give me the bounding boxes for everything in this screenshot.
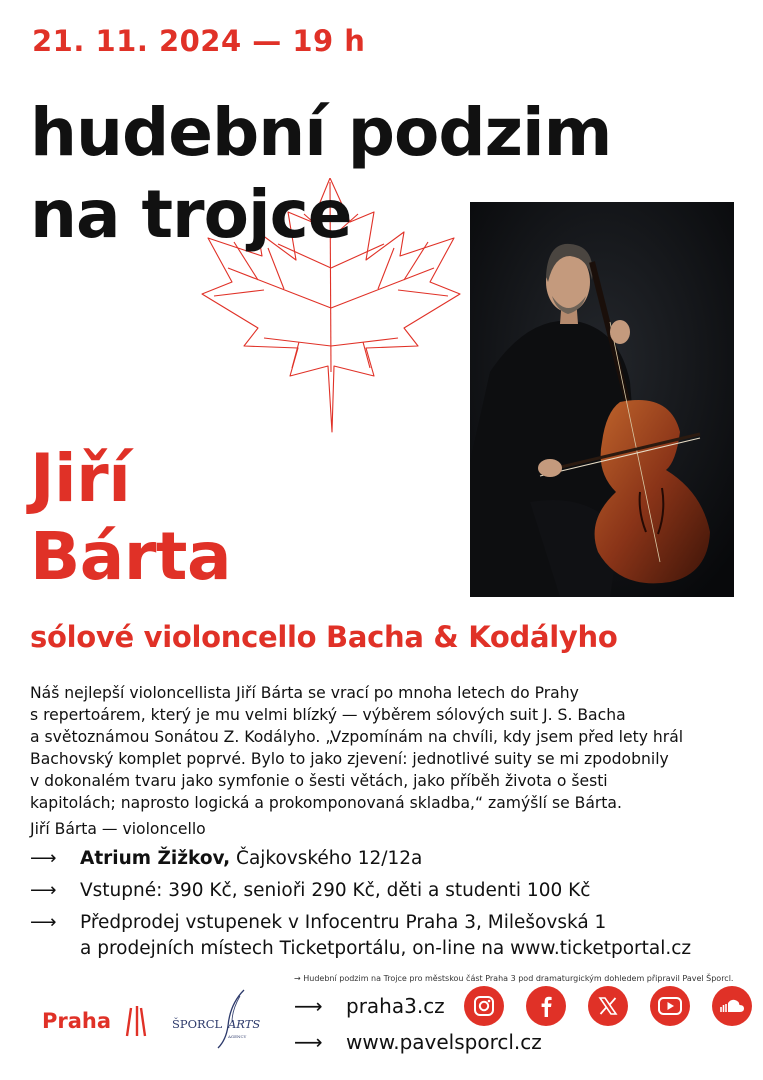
artist-first-name: Jiří — [30, 440, 131, 517]
facebook-icon[interactable] — [526, 986, 566, 1026]
presale-row — [30, 910, 691, 962]
svg-text:AGENCY: AGENCY — [228, 1034, 247, 1039]
svg-text:ŠPORCL: ŠPORCL — [172, 1017, 223, 1031]
description-line: Bachovský komplet poprvé. Bylo to jako zjevení: jednotlivé suity se mi zpodobnily — [30, 750, 669, 768]
link-praha3-text[interactable]: praha3.cz — [346, 994, 445, 1018]
praha-logo — [42, 1004, 153, 1038]
performer-credit: Jiří Bárta — violoncello — [30, 820, 206, 838]
arrow-icon: ⟶ — [30, 912, 57, 933]
arrow-icon: ⟶ — [294, 994, 323, 1018]
social-icons — [464, 986, 752, 1026]
footer-note: → Hudební podzim na Trojce pro městskou část Praha 3 pod dramaturgickým dohledem připravil Pavel Šporcl. — [294, 974, 734, 983]
artist-photo — [470, 202, 734, 597]
arrow-icon: ⟶ — [30, 880, 57, 901]
venue-address: Čajkovského 12/12a — [230, 848, 423, 869]
x-icon[interactable] — [588, 986, 628, 1026]
description-line: kapitolách; naprosto logická a prokomponovaná skladba,“ zamýšlí se Bárta. — [30, 794, 622, 812]
praha-logo-mark-icon — [119, 1004, 153, 1038]
instagram-icon[interactable] — [464, 986, 504, 1026]
venue-row — [30, 846, 691, 872]
tickets-row — [30, 878, 691, 904]
arrow-icon: ⟶ — [30, 848, 57, 869]
sporcl-arts-logo — [170, 986, 262, 1050]
event-title-line2: na trojce — [30, 176, 352, 253]
svg-text:ARTS: ARTS — [228, 1017, 261, 1031]
program-subtitle: sólové violoncello Bacha & Kodályho — [30, 620, 618, 654]
description-line: a světoznámou Sonátou Z. Kodályho. „Vzpomínám na chvíli, kdy jsem před lety hrál — [30, 728, 684, 746]
link-praha3[interactable] — [294, 994, 445, 1018]
description-line: v dokonalém tvaru jako symfonie o šesti větách, jako příběh života o šesti — [30, 772, 608, 790]
event-date: 21. 11. 2024 — 19 h — [32, 24, 366, 58]
artist-last-name: Bárta — [30, 518, 231, 595]
link-pavelsporcl-text[interactable]: www.pavelsporcl.cz — [346, 1030, 542, 1054]
description-line: Náš nejlepší violoncellista Jiří Bárta se vrací po mnoha letech do Prahy — [30, 684, 579, 702]
venue-name: Atrium Žižkov, — [80, 848, 231, 869]
soundcloud-icon[interactable] — [712, 986, 752, 1026]
link-pavelsporcl[interactable] — [294, 1030, 542, 1054]
event-info — [30, 846, 691, 968]
description-line: s repertoárem, který je mu velmi blízký — výběrem sólových suit J. S. Bacha — [30, 706, 626, 724]
youtube-icon[interactable] — [650, 986, 690, 1026]
presale-line1: Předprodej vstupenek v Infocentru Praha 3, Milešovská 1 — [80, 912, 607, 933]
ticket-prices: Vstupné: 390 Kč, senioři 290 Kč, děti a studenti 100 Kč — [80, 880, 591, 901]
arrow-icon: ⟶ — [294, 1030, 323, 1054]
event-title-line1: hudební podzim — [30, 94, 612, 171]
event-description — [30, 682, 740, 814]
praha-logo-text: Praha — [42, 1009, 112, 1033]
artist-name — [30, 440, 231, 596]
presale-line2: a prodejních místech Ticketportálu, on-line na www.ticketportal.cz — [80, 938, 692, 959]
